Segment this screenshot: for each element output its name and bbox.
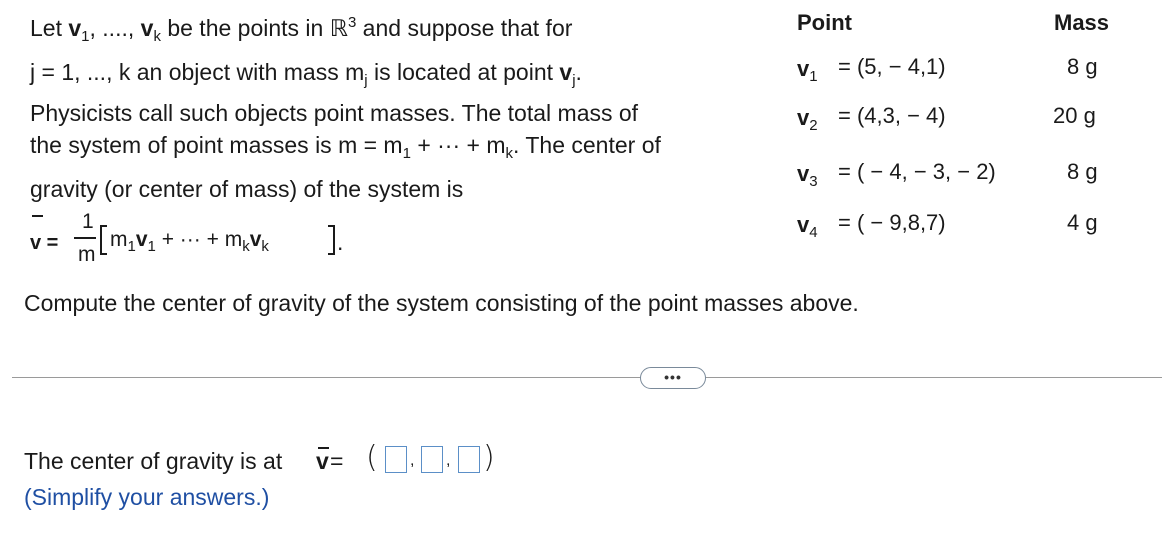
answer-x-input[interactable]	[385, 446, 407, 473]
table-row-mass: 8 g	[1067, 159, 1098, 184]
header-mass: Mass	[1054, 10, 1110, 35]
table-row-coords: = (5, − 4,1)	[838, 54, 946, 79]
problem-line-4: the system of point masses is $m = m_1$ + ··· + $m_k$. The center of	[30, 132, 661, 162]
table-row-coords: = (4,3, − 4)	[838, 103, 946, 128]
answer-equals: =	[330, 448, 344, 474]
bracket-right	[328, 225, 335, 255]
instruction-text: Compute the center of gravity of the system consisting of the point masses above.	[24, 290, 859, 316]
table-row-vector: $v_2$	[797, 105, 818, 134]
answer-comma-2: ,	[446, 452, 451, 469]
table-row-vector: $v_4$	[797, 212, 818, 241]
table-row-vector: $v_1$	[797, 56, 818, 85]
header-point: Point	[797, 10, 852, 35]
table-row-mass: 8 g	[1067, 54, 1098, 79]
answer-prefix: The center of gravity is at	[24, 448, 283, 474]
table-row-coords: = ( − 4, − 3, − 2)	[838, 159, 996, 184]
section-divider	[12, 377, 1162, 378]
fraction-denominator: m	[78, 243, 96, 266]
answer-z-input[interactable]	[458, 446, 480, 473]
problem-line-5: gravity (or center of mass) of the system is	[30, 176, 464, 202]
table-row-coords: = ( − 9,8,7)	[838, 210, 946, 235]
problem-line-1: Let $v_1$, ...., $v_k$ be the points in ℝ$^3$ and suppose that for	[30, 14, 573, 45]
table-row-mass: 4 g	[1067, 210, 1098, 235]
problem-line-3: Physicists call such objects point masses. The total mass of	[30, 100, 639, 126]
bracket-left	[100, 225, 107, 255]
formula-period: .	[337, 229, 344, 255]
answer-comma-1: ,	[410, 452, 415, 469]
answer-y-input[interactable]	[421, 446, 443, 473]
table-row-mass: 20 g	[1053, 103, 1096, 128]
simplify-hint: (Simplify your answers.)	[24, 484, 270, 510]
formula-lhs: v =	[30, 232, 59, 254]
fraction-bar	[74, 237, 96, 239]
answer-open-paren: (	[366, 440, 378, 475]
table-row-vector: $v_3$	[797, 161, 818, 190]
fraction-numerator: 1	[82, 210, 94, 233]
answer-vector-label: v	[316, 448, 329, 474]
more-options-button[interactable]: •••	[640, 367, 706, 389]
vbar-over	[32, 215, 43, 217]
problem-line-2: j = 1, ..., k an object with mass $m_j$ is located at point $v_j$.	[30, 59, 582, 89]
answer-close-paren: )	[483, 440, 495, 475]
formula-body: $m_1v_1$ + ··· + $m_kv_k$	[110, 228, 269, 255]
